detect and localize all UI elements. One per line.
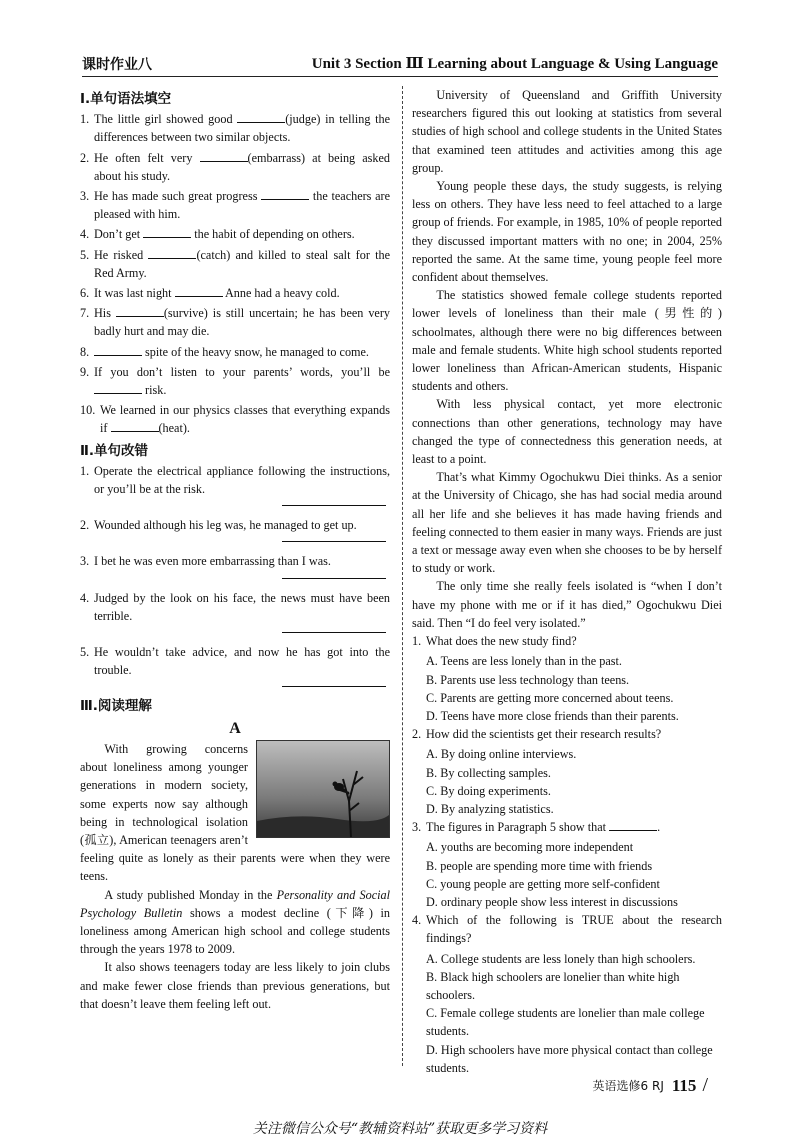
correction-item <box>80 643 390 679</box>
item-number: 3. <box>80 554 90 569</box>
left-column <box>80 86 390 1013</box>
item-text: Wounded although his leg was, he managed to get up. <box>94 518 357 533</box>
fill-item <box>80 246 390 282</box>
item-number: 4. <box>80 227 90 242</box>
passage-paragraph-4: University of Queensland and Griffith University researchers figured this out looking at statistics from several studies of high school and college students in the United States that examined teen attitudes and activities among this age group. <box>412 88 722 175</box>
answer-blank[interactable] <box>111 420 159 432</box>
answer-option[interactable]: D. By analyzing statistics. <box>426 801 554 816</box>
question <box>412 818 722 836</box>
answer-option[interactable]: B. Parents use less technology than teens. <box>426 672 630 687</box>
footer-note: 关注微信公众号“教辅资料站”获取更多学习资料 <box>252 1121 548 1137</box>
question-stem-text: What does the new study find? <box>426 634 577 649</box>
item-text-pre: If you don’t listen to your parents’ words, you’ll be <box>94 364 390 379</box>
correction-item <box>80 516 390 534</box>
item-number: 8. <box>80 344 90 359</box>
question-stem-text: The figures in Paragraph 5 show that <box>426 820 610 835</box>
part1-title: Ⅰ.单句语法填空 <box>80 91 172 107</box>
correction-item <box>80 552 390 570</box>
question <box>412 911 722 947</box>
fill-item <box>80 149 390 185</box>
unit-title: Unit 3 Section Ⅲ Learning about Language & Using Language <box>311 56 718 72</box>
answer-blank[interactable] <box>143 226 191 238</box>
answer-option[interactable]: C. Female college students are lonelier than male college students. <box>426 1006 705 1039</box>
answer-blank[interactable] <box>609 819 657 831</box>
fill-item <box>80 110 390 146</box>
item-text-pre: His <box>94 306 116 321</box>
item-text: Judged by the look on his face, the news must have been terrible. <box>94 590 390 623</box>
answer-line[interactable] <box>282 631 386 633</box>
item-number: 2. <box>80 150 90 165</box>
item-text: I bet he was even more embarrassing than I was. <box>94 554 331 569</box>
item-text-post: the teachers are pleased with him. <box>94 189 390 222</box>
item-text-post: risk. <box>142 383 167 398</box>
item-text <box>94 363 390 399</box>
answer-option[interactable]: B. By collecting samples. <box>426 765 551 780</box>
item-text-pre: We learned in our physics classes that everything expands if <box>100 403 390 436</box>
answer-option[interactable]: D. High schoolers have more physical contact than college students. <box>426 1042 713 1075</box>
passage-paragraph-9: The only time she really feels isolated is “when I don’t have my phone with me or if it has died,” Ogochukwu Diei said. Then “I do feel very isolated.” <box>412 579 722 630</box>
passage-paragraph-5: Young people these days, the study suggests, is relying less on others. They have less need to feel attached to a large group of friends. For example, in 1985, 10% of people reported they discussed important matters with no one; in 2004, 25% reported the same. At the same time, young people feel more confident about themselves. <box>412 179 722 285</box>
answer-option[interactable]: C. By doing experiments. <box>426 783 551 798</box>
passage-paragraph-8: That’s what Kimmy Ogochukwu Diei thinks. As a senior at the University of Chicago, she has had social media around all her life and she believes it has made having friends and feeling connected to them easier in many ways. Friends are just a text or message away even when she chooses to be by herself to study or work. <box>412 470 722 576</box>
grammar-fill-list <box>80 110 390 437</box>
item-number: 1. <box>80 112 90 127</box>
page-footer <box>593 1074 708 1097</box>
passage-paragraph-2 <box>80 886 390 959</box>
answer-option[interactable]: D. Teens have more close friends than their parents. <box>426 708 679 723</box>
answer-line[interactable] <box>282 504 386 506</box>
item-text-post: the habit of depending on others. <box>191 227 355 242</box>
slash-mark: / <box>702 1074 708 1096</box>
correction-item <box>80 462 390 498</box>
item-text-post: spite of the heavy snow, he managed to come. <box>142 344 369 359</box>
item-text <box>94 187 390 223</box>
item-number: 4. <box>80 590 90 605</box>
answer-blank[interactable] <box>116 305 164 317</box>
passage-paragraph-6: The statistics showed female college students reported lower levels of loneliness than their male (男性的) schoolmates, although there were no big differences between male and female students. White high school students reported lower loneliness than African-American students, Hispanic students and others. <box>412 288 722 394</box>
header-title: 课时作业八 <box>82 57 152 73</box>
answer-line[interactable] <box>282 540 386 542</box>
error-correction-list <box>80 462 390 688</box>
fill-item <box>80 363 390 399</box>
item-text-post: (catch) and killed to steal salt for the Red Army. <box>94 247 390 280</box>
item-text-pre: Don’t get <box>94 227 144 242</box>
item-text-post: (heat). <box>158 421 190 436</box>
passage-paragraph-7: With less physical contact, yet more electronic connections than other generations, technology may have changed the type of connectedness this generation needs, at least to a point. <box>412 397 722 467</box>
answer-blank[interactable] <box>175 285 223 297</box>
item-number: 6. <box>80 286 90 301</box>
item-number: 9. <box>80 364 90 379</box>
answer-blank[interactable] <box>200 150 248 162</box>
answer-option[interactable]: B. Black high schoolers are lonelier than white high schoolers. <box>426 969 680 1002</box>
item-text-pre: He has made such great progress <box>94 189 262 204</box>
item-number: 5. <box>80 247 90 262</box>
answer-option[interactable]: A. By doing online interviews. <box>426 747 577 762</box>
question <box>412 725 722 743</box>
question <box>412 632 722 650</box>
answer-option[interactable]: A. youths are becoming more independent <box>426 840 634 855</box>
answer-blank[interactable] <box>261 188 309 200</box>
answer-line[interactable] <box>282 685 386 687</box>
item-text <box>94 343 390 361</box>
answer-option[interactable]: C. young people are getting more self-confident <box>426 876 660 891</box>
part3-title: Ⅲ.阅读理解 <box>80 698 152 715</box>
item-number: 7. <box>80 306 90 321</box>
answer-option[interactable]: A. College students are less lonely than high schoolers. <box>426 951 696 966</box>
item-text <box>94 225 390 243</box>
question-stem-post: . <box>657 820 661 835</box>
book-label: 英语选修6 RJ <box>592 1079 664 1093</box>
item-text-pre: He often felt very <box>94 150 200 165</box>
bird-on-branch-image <box>256 740 390 838</box>
column-divider <box>402 86 403 1066</box>
question-stem <box>426 911 722 947</box>
question-number: 4. <box>412 913 422 928</box>
page-header <box>82 54 718 77</box>
answer-option[interactable]: C. Parents are getting more concerned about teens. <box>426 690 674 705</box>
answer-option[interactable]: A. Teens are less lonely than in the past. <box>426 654 622 669</box>
item-number: 1. <box>80 463 90 478</box>
passage-paragraph-3: It also shows teenagers today are less likely to join clubs and make fewer close friends than previous generations, but that doesn’t leave them feeling left out. <box>80 960 390 1011</box>
answer-blank[interactable] <box>94 382 142 394</box>
item-number: 2. <box>80 518 90 533</box>
part2-title: Ⅱ.单句改错 <box>80 442 149 459</box>
question-stem-text: Which of the following is TRUE about the research findings? <box>426 913 722 946</box>
question-stem <box>426 818 722 836</box>
journal-name: Personality and Social Psychology Bulletin <box>80 887 390 920</box>
item-text-pre: The little girl showed good <box>94 112 238 127</box>
question-stem <box>426 725 722 743</box>
question-stem <box>426 632 722 650</box>
question-number: 3. <box>412 820 422 835</box>
answer-option[interactable]: B. people are spending more time with friends <box>426 858 653 873</box>
item-text: Operate the electrical appliance following the instructions, or you’ll be at the risk. <box>94 463 390 497</box>
answer-blank[interactable] <box>148 247 196 259</box>
fill-item <box>80 343 390 361</box>
fill-item <box>80 225 390 243</box>
reading-questions <box>412 632 722 1077</box>
item-number: 3. <box>80 189 90 204</box>
item-text <box>94 110 390 146</box>
item-number: 5. <box>80 645 90 660</box>
item-text <box>94 304 390 340</box>
question-number: 2. <box>412 727 422 742</box>
question-stem-text: How did the scientists get their research results? <box>426 727 662 742</box>
item-text-post: (embarrass) at being asked about his study. <box>94 150 390 183</box>
item-text-post: (survive) is still uncertain; he has been very badly hurt and may die. <box>94 306 390 339</box>
fill-item <box>80 284 390 302</box>
right-column <box>412 86 722 1077</box>
fill-item <box>80 304 390 340</box>
item-text-pre: He risked <box>94 247 149 262</box>
item-text <box>94 246 390 282</box>
item-text-post: (judge) in telling the differences between two similar objects. <box>94 112 390 145</box>
item-text: He wouldn’t take advice, and now he has got into the trouble. <box>94 645 390 678</box>
answer-blank[interactable] <box>237 111 285 123</box>
item-text-post: Anne had a heavy cold. <box>222 286 340 301</box>
question-number: 1. <box>412 634 422 649</box>
item-text <box>94 149 390 185</box>
answer-blank[interactable] <box>94 344 142 356</box>
passage-paragraph-1: With growing concerns about loneliness among younger generations in modern society, some experts now say although being in technological isolation (孤立), American teenagers aren’t feeling quite as lonely as their parents were when they were teens. <box>80 741 390 884</box>
paragraph-2-text-b: shows a modest decline (下降) in loneliness among American high school and college students through the years 1978 to 2009. <box>80 905 391 957</box>
item-text <box>100 401 390 437</box>
passage-label: A <box>229 719 241 737</box>
item-text <box>94 284 390 302</box>
fill-item <box>80 187 390 223</box>
item-number: 10. <box>80 403 96 418</box>
page-number: 115 <box>671 1075 697 1095</box>
fill-item <box>80 401 390 437</box>
answer-option[interactable]: D. ordinary people show less interest in discussions <box>426 894 678 909</box>
paragraph-2-text-a: A study published Monday in the <box>104 887 277 902</box>
correction-item <box>80 589 390 625</box>
passage-left <box>80 740 390 1013</box>
answer-line[interactable] <box>282 577 386 579</box>
item-text-pre: It was last night <box>94 286 175 301</box>
